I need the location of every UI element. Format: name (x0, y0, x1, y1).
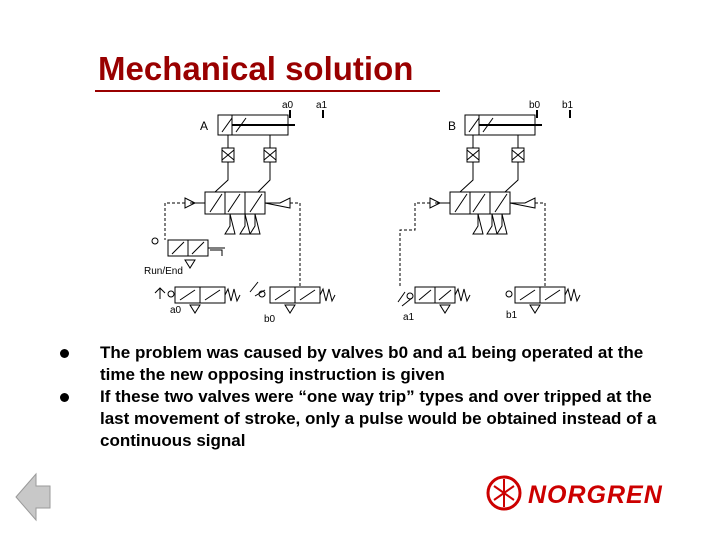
main-valve-a (185, 192, 290, 234)
back-arrow-icon[interactable] (14, 470, 54, 524)
slide-title: Mechanical solution (98, 50, 414, 87)
flow-control-a-right (264, 135, 276, 162)
valve-a0 (155, 287, 240, 316)
valve-a1 (398, 287, 470, 323)
cylinder-a (200, 115, 295, 135)
sensor-a0-label: a0 (282, 100, 294, 111)
sensor-a1 (316, 100, 328, 118)
bullet-item (60, 386, 660, 452)
sensor-b1 (562, 100, 574, 118)
cylinder-b (448, 115, 542, 135)
run-end-valve (144, 238, 225, 277)
bullet-text: The problem was caused by valves b0 and a1 being operated at the time the new opposing instruction is given (100, 343, 644, 384)
valve-b1 (506, 287, 580, 321)
bullet-icon (60, 349, 69, 358)
sensor-b1-label: b1 (562, 100, 574, 111)
valve-a0-label: a0 (170, 305, 182, 316)
bullet-text: If these two valves were “one way trip” types and over tripped at the last movement of stroke, only a pulse would be obtained instead of a continuous signal (100, 387, 657, 450)
norgren-logo-icon (484, 474, 700, 514)
cylinder-b-label: B (448, 119, 457, 133)
sensor-a1-label: a1 (316, 100, 328, 111)
valve-b0 (250, 282, 335, 325)
sensor-b0-label: b0 (529, 100, 541, 111)
flow-control-a-left (222, 135, 234, 162)
run-end-label: Run/End (144, 266, 183, 277)
flow-control-b-left (467, 135, 479, 162)
bullet-icon (60, 393, 69, 402)
cylinder-a-label: A (200, 119, 209, 133)
bullet-list (60, 342, 660, 452)
bullet-item (60, 342, 660, 386)
flow-control-b-right (512, 135, 524, 162)
valve-b1-label: b1 (506, 310, 518, 321)
valve-a1-label: a1 (403, 312, 415, 323)
brand-name: NORGREN (528, 481, 663, 509)
main-valve-b (430, 192, 535, 234)
valve-b0-label: b0 (264, 314, 276, 325)
